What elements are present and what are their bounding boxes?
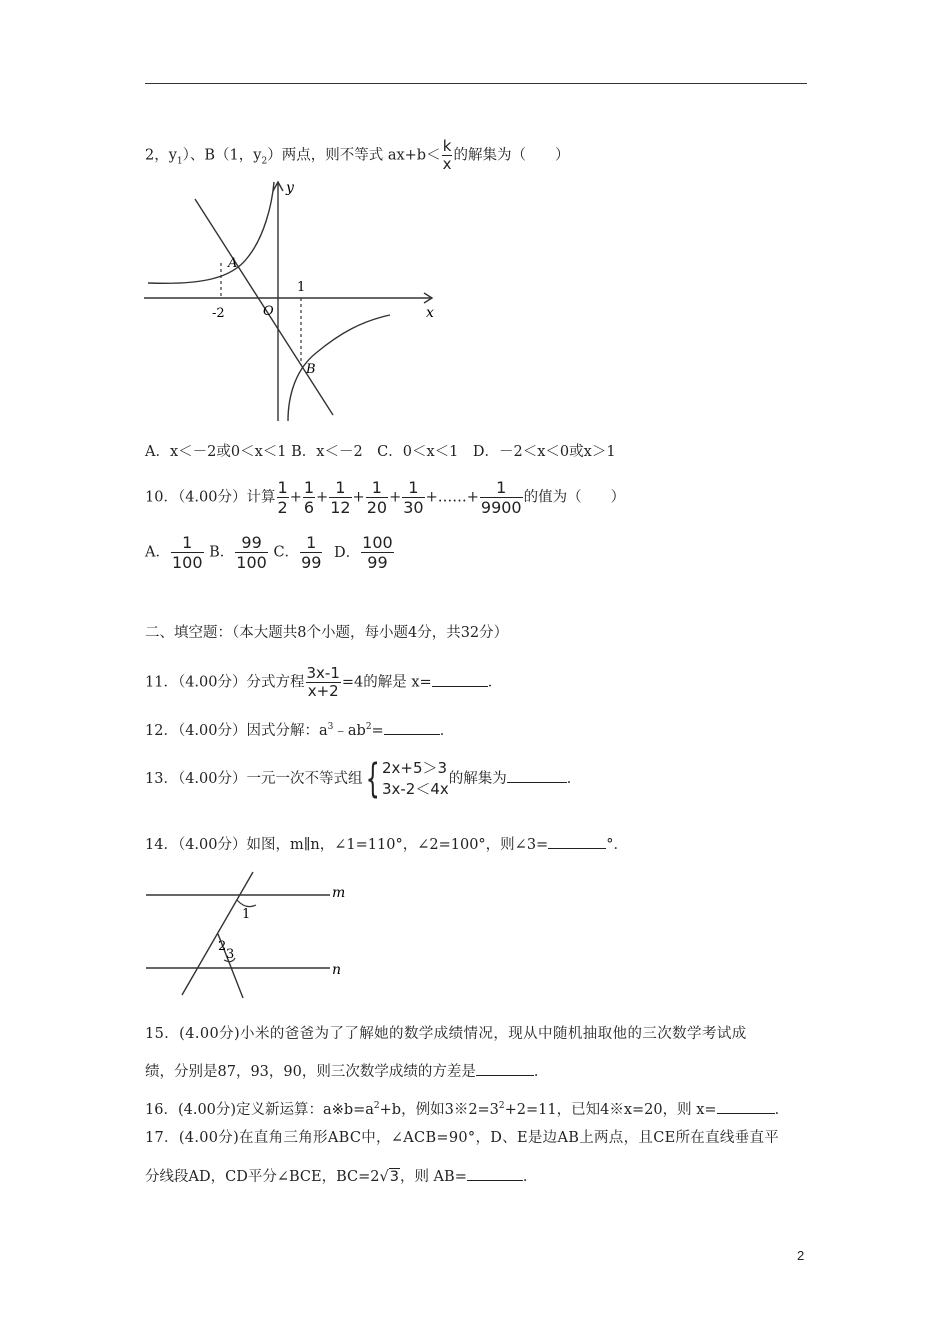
q16-line (145, 1096, 789, 1120)
q12-head: 12．（4.00分）因式分解：a (145, 722, 328, 739)
q13-tail: 的解集为 (448, 771, 507, 787)
plus: + (352, 489, 365, 506)
q11-head: 11．（4.00分）分式方程 (145, 674, 305, 691)
q11-end: ． (487, 674, 503, 691)
q13-ineq-2: 3x-2＜4x (381, 780, 449, 798)
q12-sup1: 3 (327, 722, 334, 732)
q13-brace: { (365, 756, 380, 802)
q16-sup2: 2 (498, 1101, 505, 1111)
q15-line-2 (145, 1061, 548, 1082)
q9-line (145, 138, 569, 173)
q10-head: 10．（4.00分）计算 (145, 489, 276, 506)
label-n: n (332, 962, 342, 978)
tick-1-label: 1 (297, 280, 306, 295)
q10-opt-b-label: B． (209, 544, 235, 561)
q14-text: 14．（4.00分）如图，m∥n，∠1=110°，∠2=100°，则∠3= (145, 837, 549, 853)
q15-line-1: 15．(4.00分)小米的爸爸为了了解她的数学成绩情况，现从中随机抽取他的三次数学考试成 (145, 1026, 747, 1042)
section2-heading: 二、填空题：（本大题共8个小题，每小题4分，共32分） (145, 625, 509, 641)
q17-text-a: 分线段AD，CD平分∠BCE，BC=2 (145, 1169, 380, 1185)
q10-term-last: $\frac{1}{9900}$ (480, 478, 522, 517)
q12-tail: = (371, 722, 384, 739)
q10-ellipsis: +……+ (425, 489, 479, 506)
q9-fraction (442, 138, 453, 173)
q17-answer-blank[interactable] (467, 1166, 523, 1181)
tick-neg2-label: -2 (212, 306, 225, 321)
q11-tail: =4的解是 x= (341, 674, 432, 691)
q10-opt-d-label: D． (334, 544, 361, 561)
q9-options: A．x＜－2或0＜x＜1 B．x＜－2 C．0＜x＜1 D．－2＜x＜0或x＞1 (145, 444, 616, 460)
q11-line (145, 665, 502, 700)
q10-term-2: $\frac{1}{6}$ (303, 478, 315, 517)
point-B-label: B (306, 362, 316, 377)
plus: + (289, 489, 302, 506)
label-angle-2: 2 (218, 939, 227, 954)
q10-opt-a: $\frac{1}{100}$ (171, 533, 203, 572)
y-label: y (286, 180, 294, 196)
q13-line (145, 758, 581, 800)
q9-mid: ）、B（1，y (182, 147, 262, 164)
plus: + (316, 489, 329, 506)
q17-line-2 (145, 1166, 537, 1187)
q12-end: ． (439, 722, 455, 739)
q17-text-b: ，则 AB= (399, 1169, 467, 1185)
q9-prefix: 2，y (145, 147, 177, 164)
q12-mid: ﹣ab (333, 722, 366, 739)
q16-mid: +b，例如3※2=3 (379, 1101, 499, 1118)
q16-head: 16．(4.00分)定义新运算：a※b=a (145, 1101, 374, 1118)
x-label: x (426, 305, 434, 321)
q10-term-5: $\frac{1}{30}$ (403, 478, 424, 517)
angle-1-arc (237, 900, 256, 907)
label-angle-1: 1 (242, 907, 251, 922)
q9-frac-num: k (442, 137, 452, 155)
q9-tail: 的解集为（ ） (453, 147, 570, 164)
q9-sub2: 2 (261, 156, 268, 167)
q10-opt-d: $\frac{100}{99}$ (362, 533, 393, 572)
q13-answer-blank[interactable] (507, 768, 567, 783)
q13-ineq-1: 2x+5＞3 (381, 759, 448, 777)
q17-radicand: 3 (389, 1169, 399, 1185)
q17-sqrt: √3 (379, 1169, 399, 1185)
q12-line (145, 717, 454, 741)
q14-answer-blank[interactable] (548, 834, 606, 849)
q16-sup1: 2 (373, 1101, 380, 1111)
hyperbola-upper-left (148, 182, 274, 283)
q10-tail: 的值为（ ） (523, 489, 626, 506)
q12-sup2: 2 (365, 722, 372, 732)
q14-end: °． (606, 837, 628, 853)
q9-sub1: 1 (176, 156, 183, 167)
q10-opt-b: $\frac{99}{100}$ (236, 533, 267, 572)
transversal-1 (182, 872, 253, 995)
q11-fraction: $\frac{3x-1}{x+2}$ (306, 664, 340, 700)
q11-answer-blank[interactable] (432, 672, 488, 687)
q10-line (145, 478, 625, 517)
q10-term-4: $\frac{1}{20}$ (366, 478, 388, 517)
q17-end: ． (522, 1169, 538, 1185)
q9-graph (140, 175, 440, 425)
q9-frac-den: x (442, 155, 452, 173)
q17-line-1: 17．(4.00分)在直角三角形ABC中，∠ACB=90°，D、E是边AB上两点，且CE所在直线垂直平 (145, 1130, 780, 1146)
page-number: 2 (797, 1248, 805, 1263)
q16-answer-blank[interactable] (717, 1099, 775, 1114)
plus: + (389, 489, 402, 506)
q10-opt-a-label: A． (145, 544, 170, 561)
q9-rest: ）两点，则不等式 ax+b＜ (267, 147, 441, 164)
q15-text: 绩，分别是87，93，90，则三次数学成绩的方差是 (145, 1064, 476, 1080)
q15-end: ． (533, 1064, 549, 1080)
header-rule (145, 83, 807, 84)
q10-opt-c-label: C． (273, 544, 300, 561)
label-m: m (332, 885, 346, 901)
label-angle-3: 3 (226, 947, 235, 962)
point-A-label: A (228, 256, 238, 271)
q16-end: ． (774, 1101, 790, 1118)
q10-opt-c: $\frac{1}{99}$ (301, 533, 322, 572)
q13-system (382, 758, 449, 800)
q14-line (145, 834, 628, 855)
q13-end: ． (566, 771, 582, 787)
q15-answer-blank[interactable] (476, 1061, 534, 1076)
q12-answer-blank[interactable] (384, 720, 440, 735)
origin-label: O (263, 304, 274, 319)
q16-tail: +2=11，已知4※x=20，则 x= (504, 1101, 717, 1118)
q10-options (145, 533, 395, 572)
q13-head: 13．（4.00分）一元一次不等式组 (145, 771, 363, 787)
q10-term-3: $\frac{1}{12}$ (330, 478, 351, 517)
q14-figure (140, 870, 360, 1005)
q10-term-1: $\frac{1}{2}$ (277, 478, 288, 517)
